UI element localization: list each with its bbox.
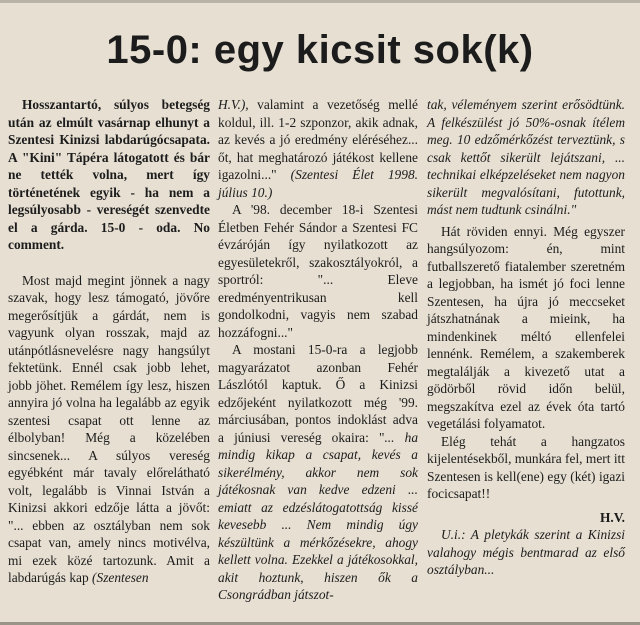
body-paragraph-4: [218, 341, 418, 604]
top-rule: [0, 0, 640, 3]
citation: (Szentesen: [92, 570, 149, 585]
body-paragraph-3: A '98. december 18-i Szentesi Életben Fehér Sándor a Szentesi FC évzáróján így nyilatkozott az egyesületekről, szakosztályokról, a sportról: "... Eleve eredményentrikusan kell gondolkodni, vagyis nem szabad hozzáfogni...": [218, 202, 418, 340]
body-text: A mostani 15-0-ra a legjobb magyarázatot azonban Fehér Lászlótól kaptuk. Ő a Kinizsi edzőjeként nyilatkozott még '99. márciusában, pontos indoklást adva a júniusi vereség okaira: ": [218, 342, 418, 445]
quote-text: ... ha mindig kikap a csapat, kevés a sikerélmény, akkor nem sok játékosnak van kedve edzeni ... emiatt az edzéslátogatottság kissé kevesebb ... Nem mindig úgy készültünk a mérkőzésekre, ahogy kellett volna. Ezekkel a játékosokkal, akit hoztunk, hiszen ők a Csongrádban játszot-: [218, 429, 419, 602]
column-2: [218, 96, 418, 604]
body-text: Most majd megint jönnek a nagy szavak, hogy lesz támogató, jövőre megerősítjük a gárdát, nem is vagyunk olyan rosszak, majd az utánpótlásnevelésre nagy hangsúlyt fektetünk. Ennél csak jobb lehet, jobb jöhet. Remélem így lesz, hiszen annyira jó volna ha legalább az egyik szentesi csapat ott lenne az élbolyban! Még a közelében sincsenek... A súlyos vereség egyébként már tavaly előrelátható volt, legalább is Vinnai István a Kinizsi akkori edzője látta a jövőt: "... ebben az osztályban nem sok csapat van, amely nincs motivélva, mi ezek közé tartozunk. Amit a labdarúgás kap: [8, 272, 210, 585]
body-paragraph-6: Elég tehát a hangzatos kijelentésekből, munkára fel, mert itt Szentesen is kell(ene) egy (két) igazi focicsapat!!: [427, 433, 625, 501]
citation-cont: H.V.),: [218, 97, 249, 112]
lead-paragraph: Hosszantartó, súlyos betegség után az elmúlt vasárnap elhunyt a Szentesi Kinizsi labdarúgócsapata. A "Kini" Tápéra látogatott és bár ne tették volna, mert így történetének egyik - ha nem a legsúlyosabb - vereségét szenvedte el a gárda. 15-0 - oda. No comment.: [8, 97, 210, 252]
article-headline: 15-0: egy kicsit sok(k): [106, 28, 534, 72]
column-1: [8, 96, 210, 587]
column-3: [427, 96, 625, 579]
body-paragraph-5: Hát röviden ennyi. Még egyszer hangsúlyozom: én, mint futballszerető fiatalember szeretném a legjobban, ha ismét jó foci lenne Szentesen, ha újra jó meccseket játszhatnának a mieink, ha mindenkinek méltó ellenfelei lennénk. Remélem, a szakemberek megtalálják a kivezető utat a gödörből rövid időn belül, megszakítva ezel az évek óta tartó vegetálási folyamatot.: [427, 223, 625, 431]
quote-continuation: tak, véleményem szerint erősödtünk. A felkészülést jó 50%-osnak ítélem meg. 10 edzőmérkőzést terveztünk, s csak kettőt sikerült lejátszani, ... technikai elképzeléseket nem nagyon sikerült megvalósítani, futottunk, mást nem tudtunk csinálni.": [427, 97, 625, 217]
citation: (Szentesi Élet 1998. július 10.): [218, 167, 418, 200]
postscript: U.i.: A pletykák szerint a Kinizsi valahogy mégis bentmarad az első osztályban...: [427, 527, 625, 577]
author-signature: H.V.: [599, 509, 625, 525]
body-text: valamint a vezetőség mellé koldul, ill. 1-2 szponzor, akik adnak, az kevés a jó eredmény eléréséhez... őt, hat meghatározó játékost kellene igazolni...": [218, 97, 418, 182]
body-paragraph-1: [8, 272, 210, 587]
body-paragraph-2: [218, 96, 418, 201]
